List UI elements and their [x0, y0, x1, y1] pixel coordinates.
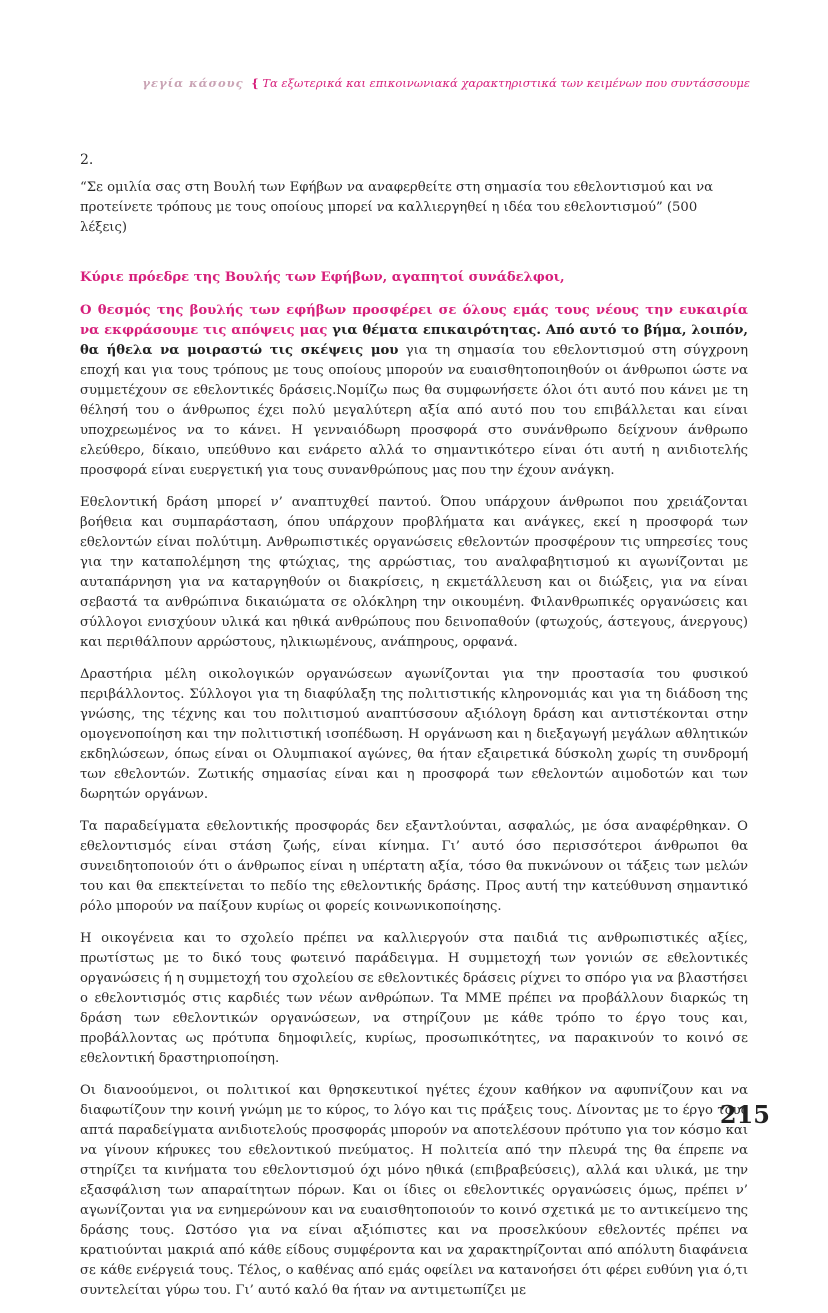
book-logo: γεγία κάσους — [142, 76, 244, 90]
body-paragraph: Δραστήρια μέλη οικολογικών οργανώσεων αγωνίζονται για την προστασία του φυσικού περιβάλλοντος. Σύλλογοι για τη διαφύλαξη της πολιτιστικής κληρονομιάς και για τη διάδοση της γνώσης, της τέχνης και του πολιτισμού αναπτύσσουν αξιόλογη δράση και αντιστέκονται στην ομογενοποίηση και την πολιτιστική ισοπέδωση. Η οργάνωση και η διεξαγωγή μεγάλων αθλητικών εκδηλώσεων, όπως είναι οι Ολυμπιακοί αγώνες, θα ήταν εξαιρετικά δύσκολη χωρίς τη συνδρομή των εθελοντών. Ζωτικής σημασίας είναι και η προσφορά των εθελοντών αιμοδοτών και των δωρητών οργάνων. — [80, 667, 748, 802]
intro-rest: για τη σημασία του εθελοντισμού στη σύγχρονη εποχή και για τους τρόπους με τους οποίους μπορούν να ευαισθητοποιηθούν οι άνθρωποι ώστε να συμμετέχουν σε εθελοντικές δράσεις.Νομίζω πως θα συμφωνήσετε όλοι ότι αυτό που κάνει με τη θέλησή του ο άνθρωπος έχει πολύ μεγαλύτερη αξία από αυτό που του επιβάλλεται και είναι υποχρεωμένος να το κάνει. Η γενναιόδωρη προσφορά στο συνάνθρωπο δείχνουν άνθρωπο ελεύθερο, δίκαιο, υπεύθυνο και ενάρετο αλλά το σημαντικότερο είναι ότι αυτή η ανιδιοτελής προσφορά είναι ευεργετική για τους συνανθρώπους μας που την έχουν ανάγκη. — [80, 343, 748, 478]
body-paragraph: Εθελοντική δράση μπορεί ν’ αναπτυχθεί παντού. Όπου υπάρχουν άνθρωποι που χρειάζονται βοήθεια και συμπαράσταση, όπου υπάρχουν προβλήματα και ανάγκες, εκεί η προσφορά των εθελοντών είναι πολύτιμη. Ανθρωπιστικές οργανώσεις εθελοντών προσφέρουν τις υπηρεσίες τους για την καταπολέμηση της φτώχιας, της αρρώστιας, του αναλφαβητισμού κι αγωνίζονται με αυταπάρνηση για να καταργηθούν οι διακρίσεις, η εκμετάλλευση και οι διώξεις, για να είναι σεβαστά τα ανθρώπινα δικαιώματα σε ολόκληρη την οικουμένη. Φιλανθρωπικές οργανώσεις και σύλλογοι ενισχύουν υλικά και ηθικά ανθρώπους που δεινοπαθούν (φτωχούς, άστεγους, άνεργους) και περιθάλπουν αρρώστους, ηλικιωμένους, ανάπηρους, ορφανά. — [80, 495, 748, 650]
chapter-subtitle: Τα εξωτερικά και επικοινωνιακά χαρακτηριστικά των κειμένων που συντάσσουμε — [262, 76, 750, 90]
page-body — [80, 152, 748, 1313]
header-bracket: { — [251, 76, 259, 90]
task-prompt: “Σε ομιλία σας στη Βουλή των Εφήβων να αναφερθείτε στη σημασία του εθελοντισμού και να προτείνετε τρόπους με τους οποίους μπορεί να καλλιεργηθεί η ιδέα του εθελοντισμού” (500 λέξεις) — [80, 180, 714, 235]
body-paragraph: Οι διανοούμενοι, οι πολιτικοί και θρησκευτικοί ηγέτες έχουν καθήκον να αφυπνίζουν και να διαφωτίζουν την κοινή γνώμη με το κύρος, το λόγο και τις πράξεις τους. Δίνοντας με το έργο τους απτά παραδείγματα ανιδιοτελούς προσφοράς μπορούν να αποτελέσουν πρότυπο για τον κόσμο και να γίνουν κήρυκες του εθελοντικού πνεύματος. Η πολιτεία από την πλευρά της θα έπρεπε να στηρίζει τα κινήματα του εθελοντισμού όχι μόνο ηθικά (επιβραβεύσεις), αλλά και υλικά, με την εξασφάλιση των απαραίτητων πόρων. Και οι ίδιες οι εθελοντικές οργανώσεις όμως, πρέπει ν’ αγωνίζονται για να ενημερώνουν και να ευαισθητοποιούν το κοινό σχετικά με το αντικείμενο της δράσης τους. Ωστόσο για να είναι αξιόπιστες και να προσελκύουν εθελοντές πρέπει να κρατιούνται μακριά από κάθε είδους συμφέροντα και να χαρακτηρίζονται από απόλυτη διαφάνεια σε κάθε ενέργειά τους. Τέλος, ο καθένας από εμάς οφείλει να κατανοήσει ότι φέρει ευθύνη για ό,τι συντελείται γύρω του. Γι’ αυτό καλό θα ήταν να αντιμετωπίζει με — [80, 1083, 748, 1298]
page-number: 215 — [719, 1100, 770, 1129]
body-paragraph: Η οικογένεια και το σχολείο πρέπει να καλλιεργούν στα παιδιά τις ανθρωπιστικές αξίες, πρωτίστως με το δικό τους φωτεινό παράδειγμα. Η συμμετοχή των γονιών σε εθελοντικές οργανώσεις ή η συμμετοχή του σχολείου σε εθελοντικές δράσεις ρίχνει το σπόρο για να βλαστήσει ο εθελοντισμός στις καρδιές των νέων ανθρώπων. Τα ΜΜΕ πρέπει να προβάλλουν διαρκώς τη δράση των εθελοντικών οργανώσεων, να στηρίζουν με κάθε τρόπο το έργο τους και, προβάλλοντας ως πρότυπα δημοφιλείς, κυρίως, προσωπικότητες, να παρακινούν το κοινό σε εθελοντική δραστηριοποίηση. — [80, 931, 748, 1066]
intro-highlight: Ο θεσμός της βουλής των εφήβων προσφέρει σε όλους εμάς τους νέους την ευκαιρία να εκφράσουμε τις απόψεις μας — [80, 303, 748, 338]
salutation: Κύριε πρόεδρε της Βουλής των Εφήβων, αγαπητοί συνάδελφοι, — [80, 270, 565, 285]
running-header — [142, 76, 750, 90]
intro-paragraph — [80, 301, 748, 481]
intro-bold: για θέματα επικαιρότητας. Από αυτό το βήμα, λοιπόν, θα ήθελα να μοιραστώ τις σκέψεις μου — [80, 323, 748, 358]
body-paragraph: Τα παραδείγματα εθελοντικής προσφοράς δεν εξαντλούνται, ασφαλώς, με όσα αναφέρθηκαν. Ο εθελοντισμός είναι στάση ζωής, είναι κίνημα. Γι’ αυτό όσο περισσότεροι άνθρωποι θα συνειδητοποιούν ότι ο άνθρωπος είναι η υπέρτατη αξία, τόσο θα πυκνώνουν οι τάξεις των μελών του και θα επεκτείνεται το πεδίο της εθελοντικής δράσης. Προς αυτή την κατεύθυνση σημαντικό ρόλο μπορούν να παίξουν κυρίως οι φορείς κοινωνικοποίησης. — [80, 819, 748, 914]
section-number: 2. — [80, 152, 94, 168]
